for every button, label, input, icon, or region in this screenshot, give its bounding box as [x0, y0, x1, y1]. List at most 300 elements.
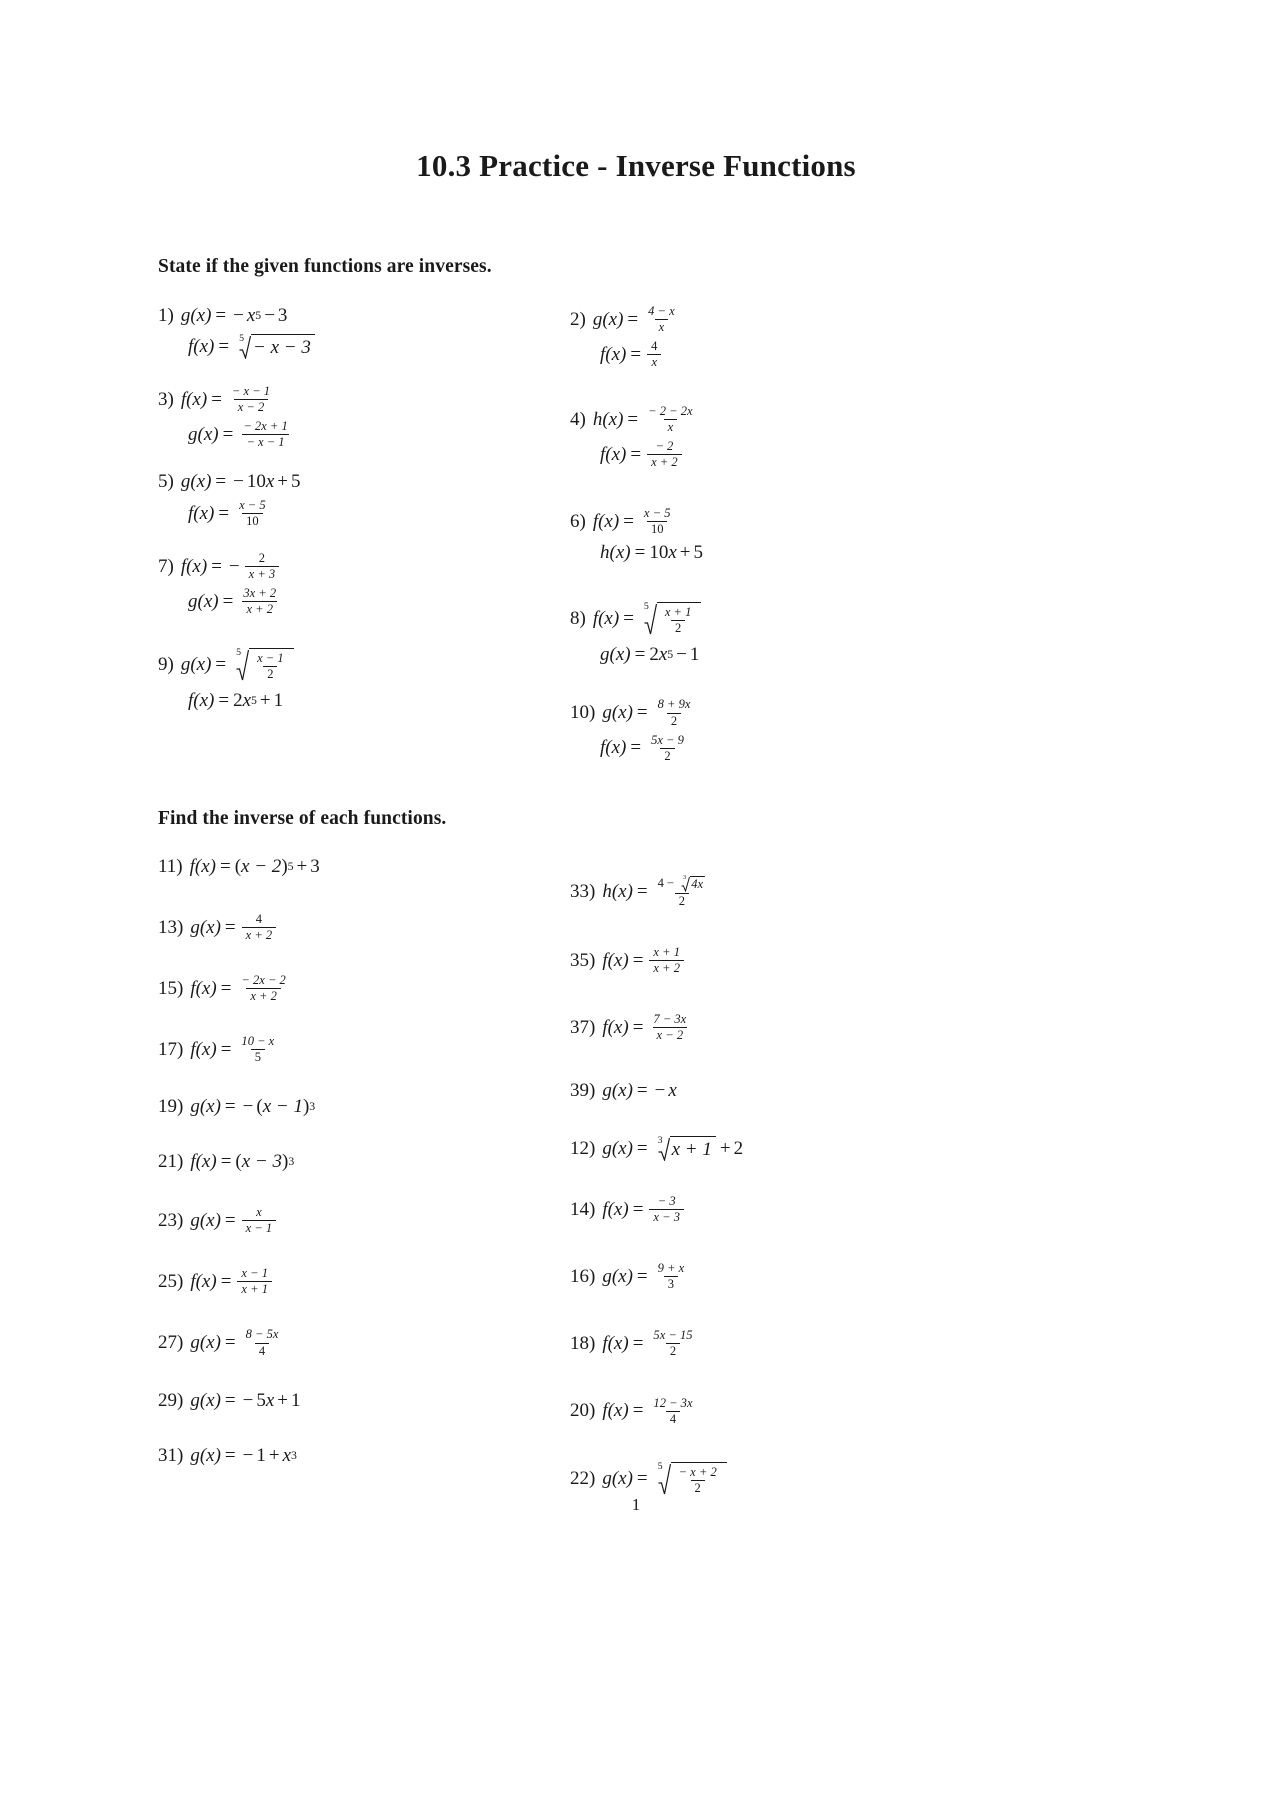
section-2-right-column [570, 858, 970, 1496]
section-heading-inverses: State if the given functions are inverses. [158, 256, 492, 277]
equals-sign: = [623, 608, 634, 630]
denominator: 4 [255, 1343, 269, 1358]
problem-number: 15) [158, 977, 184, 999]
radical [234, 334, 315, 359]
problem-23 [158, 1206, 558, 1235]
function-fx: f(x) [592, 608, 620, 630]
fraction [242, 913, 277, 942]
radical-index: 5 [236, 647, 242, 659]
expression [181, 648, 295, 682]
numerator: 4 [651, 339, 658, 354]
equals-sign: = [220, 1270, 232, 1292]
problem-number: 2) [570, 308, 586, 330]
function-fx: f(x) [600, 343, 627, 365]
expression [190, 1267, 274, 1296]
denominator: x + 2 [242, 927, 277, 942]
expression [181, 552, 281, 581]
function-gx: g(x) [190, 1096, 221, 1118]
expression [602, 1462, 727, 1496]
function-hx: h(x) [600, 542, 631, 564]
fraction [647, 734, 688, 763]
equals-sign: = [218, 335, 230, 357]
denominator: 3 [664, 1276, 678, 1291]
problem-5 [158, 471, 558, 528]
problem-number: 39) [570, 1080, 596, 1102]
equals-sign: = [623, 510, 634, 532]
fraction [661, 606, 696, 635]
radical-index: 5 [657, 1460, 663, 1472]
equals-sign: = [636, 881, 648, 903]
constant: 3 [310, 856, 320, 877]
variable-x: x [246, 305, 256, 326]
minus-sign: − [676, 644, 687, 666]
radical [653, 1136, 716, 1161]
problem-12 [570, 1136, 970, 1161]
expression [593, 602, 703, 636]
denominator: x [655, 319, 669, 334]
problem-number: 10) [570, 702, 596, 724]
fraction [235, 499, 270, 528]
constant: 1 [256, 1444, 266, 1466]
problem-number: 16) [570, 1265, 596, 1287]
expression: g(x) = − x 5 − 3 [180, 305, 288, 326]
radicand: x + 1 [671, 1139, 712, 1161]
function-fx: f(x) [188, 690, 215, 712]
denominator: 10 [647, 521, 668, 536]
problem-number: 11) [158, 856, 183, 877]
radical [231, 648, 294, 682]
denominator: x − 3 [649, 1209, 684, 1224]
equals-sign: = [627, 408, 639, 430]
denominator: 4 [666, 1411, 680, 1426]
numerator: 8 − 5x [245, 1327, 279, 1342]
expression [593, 305, 681, 334]
function-hx: h(x) [602, 881, 633, 903]
function-fx: f(x) [190, 1151, 217, 1173]
minus-sign: − [242, 1389, 254, 1411]
constant: 1 [291, 1389, 301, 1411]
equals-sign: = [630, 343, 642, 365]
denominator: 2 [675, 893, 689, 908]
denominator: x + 2 [649, 960, 684, 975]
constant: 5 [291, 471, 301, 493]
plus-sign: + [259, 690, 271, 712]
section-1-right-column [570, 305, 970, 763]
function-fx: f(x) [190, 1270, 217, 1292]
denominator: 2 [666, 1343, 680, 1358]
minus-sign: − [654, 1080, 666, 1102]
expression: g(x) = − 1 + x 3 [190, 1444, 297, 1466]
fraction [253, 652, 288, 681]
function-gx: g(x) [602, 1080, 633, 1102]
coefficient: 2 [233, 690, 243, 712]
equals-sign: = [220, 977, 232, 999]
plus-sign: + [296, 856, 308, 877]
denominator: x − 2 [653, 1027, 688, 1042]
function-gx: g(x) [180, 305, 212, 326]
fraction [239, 420, 291, 449]
problem-29 [158, 1390, 558, 1412]
coefficient: 10 [246, 471, 266, 493]
numerator: 9 + x [657, 1261, 685, 1276]
function-fx: f(x) [188, 502, 215, 524]
fraction [654, 1262, 689, 1291]
problem-number: 6) [570, 510, 586, 532]
expression [188, 334, 316, 359]
equals-sign: = [632, 1332, 644, 1354]
problem-number: 5) [158, 471, 174, 493]
problem-37 [570, 1013, 970, 1042]
denominator: x [664, 419, 678, 434]
denominator: 2 [263, 666, 277, 681]
numerator: x − 5 [239, 498, 266, 513]
fraction [239, 587, 280, 616]
problem-number: 31) [158, 1444, 184, 1466]
denominator: x [647, 354, 661, 369]
fraction [649, 1013, 690, 1042]
function-gx: g(x) [190, 1389, 221, 1411]
denominator: x + 2 [242, 601, 277, 616]
problem-number: 27) [158, 1332, 184, 1354]
function-fx: f(x) [188, 335, 215, 357]
equals-sign: = [215, 305, 227, 326]
problem-25 [158, 1267, 558, 1296]
function-fx: f(x) [600, 737, 627, 759]
problem-19 [158, 1096, 558, 1118]
equals-sign: = [220, 856, 231, 877]
numerator: − 3 [657, 1194, 676, 1209]
constant: 3 [277, 305, 288, 326]
numerator: − x − 1 [231, 384, 271, 398]
numerator: x [256, 1205, 262, 1220]
denominator: x + 2 [246, 988, 281, 1003]
expression [190, 1328, 284, 1357]
problem-8 [570, 602, 970, 666]
fraction [647, 340, 661, 369]
expression [600, 440, 684, 469]
function-fx: f(x) [600, 443, 627, 465]
radical [678, 876, 705, 892]
fraction [237, 974, 289, 1003]
denominator: − x − 1 [242, 434, 288, 449]
fraction [649, 946, 684, 975]
problem-number: 20) [570, 1400, 596, 1422]
numerator: 5x − 9 [651, 732, 684, 747]
expression [181, 385, 276, 414]
equals-sign: = [636, 1467, 648, 1489]
radicand: 4x [691, 877, 704, 892]
minus-sign: − [666, 876, 674, 891]
section-2-left-column [158, 856, 558, 1467]
function-gx: g(x) [602, 702, 633, 724]
variable-x: x [668, 542, 677, 564]
fraction [242, 1328, 283, 1357]
denominator: 10 [242, 513, 263, 528]
fraction [675, 1466, 721, 1495]
plus-sign: + [277, 1389, 289, 1411]
radical [653, 1462, 727, 1496]
minus-sign: − [242, 1444, 254, 1466]
equals-sign: = [632, 949, 644, 971]
function-gx: g(x) [592, 308, 624, 330]
constant: 1 [273, 690, 284, 712]
denominator: 2 [660, 748, 674, 763]
numerator: − 2x − 2 [241, 973, 286, 988]
function-fx: f(x) [592, 510, 620, 532]
expression: g(x) = 2 x 5 − 1 [600, 644, 700, 666]
radical-index: 5 [643, 601, 649, 613]
expression [181, 471, 301, 493]
problem-number: 12) [570, 1137, 596, 1159]
section-heading-find-inverse: Find the inverse of each functions. [158, 808, 447, 829]
expression [190, 1035, 280, 1064]
fraction [228, 385, 274, 414]
coefficient: 2 [649, 644, 659, 666]
problem-15 [158, 974, 558, 1003]
expression [602, 946, 686, 975]
equals-sign: = [220, 1151, 232, 1173]
problem-number: 18) [570, 1332, 596, 1354]
expression [602, 1080, 676, 1102]
problem-number: 8) [570, 608, 586, 630]
expression: g(x) = − ( x − 1 ) 3 [190, 1096, 316, 1118]
numerator: 4 [255, 912, 263, 926]
expression [602, 1397, 698, 1426]
numerator: 7 − 3x [653, 1012, 687, 1027]
problem-number: 19) [158, 1096, 184, 1118]
expression [602, 698, 696, 727]
denominator: x + 2 [647, 454, 682, 469]
function-fx: f(x) [180, 388, 208, 410]
denominator: x + 1 [237, 1281, 272, 1296]
problem-22 [570, 1462, 970, 1496]
problem-number: 9) [158, 654, 174, 676]
equals-sign: = [224, 1096, 236, 1118]
expression [602, 1136, 743, 1161]
expression: f(x) = 2 x 5 + 1 [188, 690, 284, 712]
minus-sign: − [233, 471, 244, 493]
function-fx: f(x) [602, 1400, 629, 1422]
expression [190, 1390, 300, 1412]
numerator: − 2 [655, 439, 674, 454]
problem-10 [570, 698, 970, 762]
problem-13 [158, 913, 558, 942]
radicand: − x − 3 [253, 337, 311, 358]
numerator-constant: 4 [657, 876, 664, 891]
binomial: x − 1 [262, 1096, 303, 1118]
radical-index: 3 [682, 874, 687, 881]
problem-number: 25) [158, 1270, 184, 1292]
equals-sign: = [218, 502, 230, 524]
problem-number: 17) [158, 1038, 184, 1060]
expression [602, 1195, 686, 1224]
equals-sign: = [630, 443, 642, 465]
numerator: 10 − x [241, 1034, 275, 1049]
problem-21 [158, 1151, 558, 1173]
denominator: 2 [671, 620, 685, 635]
equals-sign: = [630, 737, 642, 759]
problem-39 [570, 1080, 970, 1102]
equals-sign: = [218, 690, 230, 712]
denominator: 2 [667, 713, 681, 728]
numerator: 5x − 15 [653, 1328, 693, 1343]
numerator: − x + 2 [678, 1464, 717, 1479]
function-fx: f(x) [190, 1038, 217, 1060]
numerator: − 2x + 1 [243, 419, 288, 434]
equals-sign: = [627, 308, 639, 330]
problem-number: 35) [570, 949, 596, 971]
problem-number: 4) [570, 408, 586, 430]
numerator: x + 1 [653, 945, 680, 960]
expression [602, 1329, 698, 1358]
plus-sign: + [679, 542, 691, 564]
problem-31 [158, 1445, 558, 1467]
function-gx: g(x) [190, 916, 221, 938]
expression [188, 587, 282, 616]
binomial: x − 2 [241, 856, 282, 877]
variable-x: x [265, 1389, 275, 1411]
denominator: x − 1 [242, 1220, 277, 1235]
expression [190, 974, 292, 1003]
numerator: x − 1 [257, 651, 284, 666]
fraction [644, 405, 696, 434]
function-gx: g(x) [190, 1444, 221, 1466]
equals-sign: = [220, 1038, 232, 1060]
equals-sign: = [632, 1400, 644, 1422]
numerator: 4 − x [648, 304, 675, 318]
function-gx: g(x) [602, 1467, 633, 1489]
equals-sign: = [215, 654, 227, 676]
fraction [237, 1035, 278, 1064]
denominator: 2 [691, 1480, 705, 1495]
page-title: 10.3 Practice - Inverse Functions [416, 148, 856, 183]
fraction [649, 1397, 696, 1426]
numerator: − 2 − 2x [648, 404, 693, 419]
problem-4 [570, 405, 970, 469]
equals-sign: = [224, 1209, 236, 1231]
plus-sign: + [277, 471, 289, 493]
variable-x: x [658, 644, 668, 666]
function-gx: g(x) [188, 423, 219, 445]
numerator: 3x + 2 [243, 586, 277, 601]
variable-x: x [668, 1080, 677, 1102]
equals-sign: = [632, 1198, 644, 1220]
fraction [640, 507, 675, 536]
coefficient: 5 [256, 1389, 266, 1411]
problem-number: 29) [158, 1389, 184, 1411]
problem-number: 22) [570, 1467, 596, 1489]
problem-11 [158, 856, 558, 878]
function-fx: f(x) [190, 977, 217, 999]
equals-sign: = [636, 1080, 648, 1102]
problem-16 [570, 1262, 970, 1291]
equals-sign: = [215, 471, 227, 493]
expression [593, 405, 699, 434]
page-number: 1 [631, 1495, 641, 1514]
radical-index: 3 [657, 1135, 663, 1147]
function-gx: g(x) [190, 1209, 221, 1231]
numerator: 12 − 3x [653, 1395, 693, 1410]
coefficient: 10 [649, 542, 669, 564]
expression [600, 734, 690, 763]
numerator: x + 1 [664, 605, 692, 620]
equals-sign: = [636, 1265, 648, 1287]
problem-6 [570, 507, 970, 564]
equals-sign: = [634, 644, 646, 666]
problem-9 [158, 648, 558, 712]
radical [639, 602, 702, 636]
equals-sign: = [224, 1332, 236, 1354]
constant: 1 [689, 644, 700, 666]
variable-x: x [242, 690, 252, 712]
equals-sign: = [222, 590, 234, 612]
denominator: x − 2 [234, 399, 269, 414]
problem-1 [158, 305, 558, 359]
problem-number: 21) [158, 1151, 184, 1173]
minus-sign: − [264, 305, 275, 326]
problem-number: 37) [570, 1016, 596, 1038]
numerator: x − 5 [643, 506, 671, 521]
equals-sign: = [211, 388, 222, 410]
problem-17 [158, 1035, 558, 1064]
function-gx: g(x) [180, 654, 212, 676]
problem-20 [570, 1397, 970, 1426]
function-gx: g(x) [602, 1265, 633, 1287]
equals-sign: = [636, 1137, 648, 1159]
expression [600, 340, 663, 369]
expression [593, 507, 677, 536]
fraction [242, 1206, 277, 1235]
problem-number: 3) [158, 388, 174, 410]
function-fx: f(x) [602, 1016, 629, 1038]
function-hx: h(x) [592, 408, 624, 430]
function-gx: g(x) [602, 1137, 633, 1159]
problem-number: 23) [158, 1209, 184, 1231]
function-gx: g(x) [190, 1332, 221, 1354]
equals-sign: = [632, 1016, 644, 1038]
minus-sign: − [228, 555, 240, 577]
expression [602, 876, 712, 908]
fraction [647, 440, 682, 469]
function-fx: f(x) [180, 555, 208, 577]
function-gx: g(x) [188, 590, 219, 612]
constant: 5 [693, 542, 703, 564]
numerator: x − 1 [241, 1266, 268, 1281]
problem-14 [570, 1195, 970, 1224]
equals-sign: = [634, 542, 646, 564]
numerator: 2 [258, 551, 266, 566]
minus-sign: − [233, 305, 244, 326]
fraction [654, 876, 710, 908]
function-fx: f(x) [602, 1332, 629, 1354]
denominator: x + 3 [245, 566, 280, 581]
function-gx: g(x) [180, 471, 212, 493]
problem-number: 13) [158, 916, 184, 938]
binomial: x − 3 [241, 1151, 283, 1173]
denominator: 5 [251, 1049, 265, 1064]
problem-number: 33) [570, 881, 596, 903]
equals-sign: = [211, 555, 222, 577]
problem-18 [570, 1329, 970, 1358]
problem-33 [570, 876, 970, 908]
expression [190, 1206, 278, 1235]
numerator: 8 + 9x [657, 697, 691, 712]
minus-sign: − [242, 1096, 254, 1118]
radical-index: 5 [239, 333, 245, 344]
function-fx: f(x) [602, 949, 629, 971]
fraction [654, 698, 695, 727]
function-fx: f(x) [189, 856, 216, 877]
